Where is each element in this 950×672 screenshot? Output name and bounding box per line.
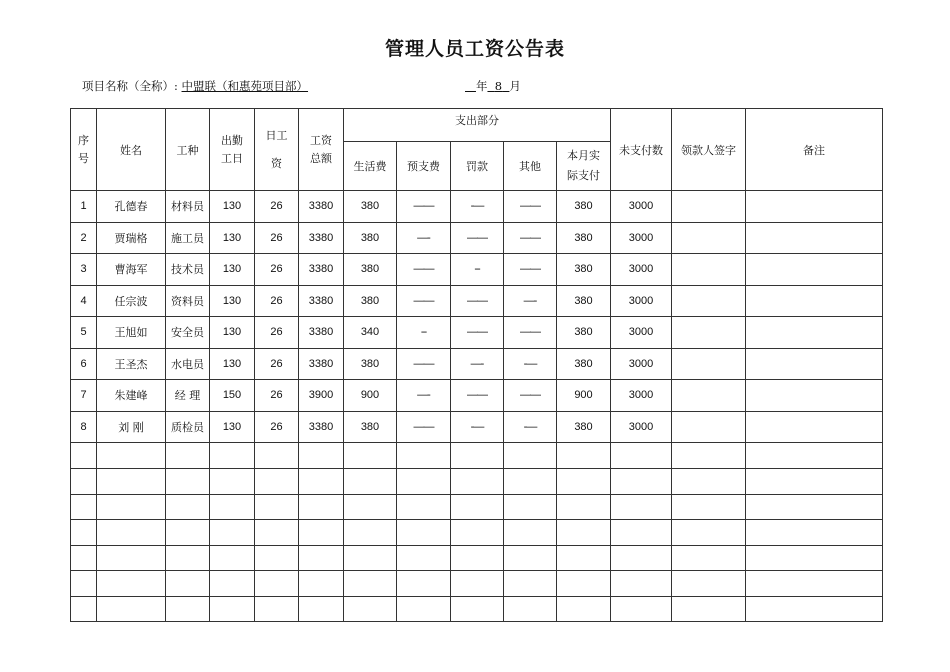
empty-cell: [672, 469, 746, 495]
cell-name: 刘 刚: [97, 411, 166, 443]
empty-cell: [71, 520, 97, 546]
header-fine: 罚款: [451, 142, 504, 191]
cell-name: 王圣杰: [97, 348, 166, 380]
table-row: [71, 285, 883, 317]
cell-days: 130: [210, 222, 255, 254]
empty-cell: [746, 545, 883, 571]
empty-cell: [255, 469, 299, 495]
empty-cell: [97, 494, 166, 520]
cell-actual: 380: [557, 222, 611, 254]
cell-living: 340: [344, 317, 397, 349]
empty-cell: [611, 596, 672, 622]
empty-cell: [397, 596, 451, 622]
empty-cell: [71, 596, 97, 622]
empty-cell: [557, 571, 611, 597]
cell-fine: ——: [451, 317, 504, 349]
empty-cell: [97, 596, 166, 622]
cell-fine: -—: [451, 411, 504, 443]
cell-daily: 26: [255, 411, 299, 443]
cell-advance: ——: [397, 411, 451, 443]
cell-living: 380: [344, 348, 397, 380]
empty-cell: [299, 443, 344, 469]
cell-other: ——: [504, 191, 557, 223]
header-name: 姓名: [97, 109, 166, 191]
project-label: 项目名称（全称）:: [82, 79, 182, 93]
empty-cell: [97, 571, 166, 597]
table-row: [71, 380, 883, 412]
header-daily: 日工资: [255, 109, 299, 191]
empty-cell: [344, 469, 397, 495]
cell-remark: [746, 254, 883, 286]
cell-total: 3900: [299, 380, 344, 412]
empty-cell: [746, 520, 883, 546]
empty-cell: [672, 545, 746, 571]
cell-job: 质检员: [166, 411, 210, 443]
empty-cell: [255, 545, 299, 571]
table-row: [71, 317, 883, 349]
cell-job: 技术员: [166, 254, 210, 286]
cell-advance: ——: [397, 191, 451, 223]
header-living: 生活费: [344, 142, 397, 191]
cell-unpaid: 3000: [611, 191, 672, 223]
empty-row: [71, 596, 883, 622]
empty-cell: [611, 571, 672, 597]
empty-cell: [504, 520, 557, 546]
empty-cell: [210, 520, 255, 546]
header-unpaid: 未支付数: [611, 109, 672, 191]
empty-cell: [504, 545, 557, 571]
empty-cell: [344, 596, 397, 622]
cell-advance: ——: [397, 348, 451, 380]
empty-cell: [611, 469, 672, 495]
cell-fine: -—: [451, 191, 504, 223]
empty-cell: [746, 443, 883, 469]
empty-cell: [504, 571, 557, 597]
cell-living: 380: [344, 222, 397, 254]
empty-cell: [210, 469, 255, 495]
cell-seq: 1: [71, 191, 97, 223]
cell-name: 任宗波: [97, 285, 166, 317]
cell-seq: 4: [71, 285, 97, 317]
cell-advance: --: [397, 317, 451, 349]
cell-other: ——: [504, 222, 557, 254]
cell-fine: ——: [451, 222, 504, 254]
cell-other: ——: [504, 380, 557, 412]
empty-cell: [299, 596, 344, 622]
empty-cell: [97, 545, 166, 571]
cell-unpaid: 3000: [611, 222, 672, 254]
cell-job: 资料员: [166, 285, 210, 317]
table-row: [71, 254, 883, 286]
cell-living: 380: [344, 191, 397, 223]
empty-cell: [557, 545, 611, 571]
cell-living: 900: [344, 380, 397, 412]
empty-cell: [71, 545, 97, 571]
cell-daily: 26: [255, 348, 299, 380]
cell-daily: 26: [255, 285, 299, 317]
empty-cell: [71, 571, 97, 597]
cell-signature: [672, 191, 746, 223]
cell-days: 150: [210, 380, 255, 412]
page-title: 管理人员工资公告表: [384, 38, 565, 60]
empty-cell: [210, 443, 255, 469]
empty-cell: [611, 520, 672, 546]
cell-total: 3380: [299, 222, 344, 254]
cell-signature: [672, 254, 746, 286]
empty-cell: [557, 443, 611, 469]
cell-advance: —-: [397, 380, 451, 412]
cell-job: 安全员: [166, 317, 210, 349]
empty-cell: [166, 494, 210, 520]
cell-total: 3380: [299, 285, 344, 317]
empty-cell: [166, 469, 210, 495]
empty-cell: [611, 545, 672, 571]
cell-remark: [746, 285, 883, 317]
empty-row: [71, 494, 883, 520]
header-signature: 领款人签字: [672, 109, 746, 191]
year-label: 年: [475, 79, 488, 93]
empty-cell: [746, 469, 883, 495]
empty-cell: [299, 571, 344, 597]
empty-cell: [166, 545, 210, 571]
header-days: 出勤工日: [210, 109, 255, 191]
cell-unpaid: 3000: [611, 348, 672, 380]
month-label: 月: [509, 79, 521, 93]
cell-signature: [672, 222, 746, 254]
empty-row: [71, 545, 883, 571]
empty-cell: [504, 443, 557, 469]
cell-other: -—: [504, 411, 557, 443]
empty-cell: [166, 443, 210, 469]
empty-cell: [166, 571, 210, 597]
cell-total: 3380: [299, 348, 344, 380]
cell-living: 380: [344, 254, 397, 286]
empty-cell: [344, 545, 397, 571]
empty-row: [71, 443, 883, 469]
cell-name: 王旭如: [97, 317, 166, 349]
cell-other: ——: [504, 317, 557, 349]
cell-job: 材料员: [166, 191, 210, 223]
table-row: [71, 348, 883, 380]
cell-name: 朱建峰: [97, 380, 166, 412]
empty-cell: [210, 571, 255, 597]
cell-actual: 380: [557, 348, 611, 380]
cell-total: 3380: [299, 191, 344, 223]
cell-days: 130: [210, 348, 255, 380]
cell-unpaid: 3000: [611, 317, 672, 349]
header-job: 工种: [166, 109, 210, 191]
empty-cell: [451, 469, 504, 495]
empty-cell: [611, 443, 672, 469]
empty-cell: [557, 520, 611, 546]
cell-remark: [746, 348, 883, 380]
cell-other: -—: [504, 348, 557, 380]
cell-remark: [746, 411, 883, 443]
cell-actual: 380: [557, 285, 611, 317]
empty-cell: [504, 596, 557, 622]
year-value: [465, 79, 476, 93]
empty-cell: [299, 469, 344, 495]
cell-remark: [746, 380, 883, 412]
empty-cell: [451, 443, 504, 469]
cell-advance: ——: [397, 254, 451, 286]
cell-daily: 26: [255, 380, 299, 412]
empty-cell: [255, 494, 299, 520]
empty-cell: [299, 545, 344, 571]
empty-cell: [71, 443, 97, 469]
cell-total: 3380: [299, 317, 344, 349]
cell-unpaid: 3000: [611, 285, 672, 317]
empty-cell: [672, 443, 746, 469]
cell-days: 130: [210, 254, 255, 286]
empty-cell: [672, 596, 746, 622]
empty-cell: [210, 596, 255, 622]
cell-remark: [746, 317, 883, 349]
cell-signature: [672, 380, 746, 412]
empty-cell: [451, 571, 504, 597]
cell-job: 水电员: [166, 348, 210, 380]
cell-other: —-: [504, 285, 557, 317]
empty-cell: [746, 571, 883, 597]
cell-living: 380: [344, 285, 397, 317]
empty-cell: [97, 520, 166, 546]
empty-cell: [97, 469, 166, 495]
cell-unpaid: 3000: [611, 411, 672, 443]
cell-days: 130: [210, 317, 255, 349]
project-line: [82, 78, 308, 94]
empty-cell: [397, 520, 451, 546]
empty-cell: [672, 571, 746, 597]
header-expense-group: 支出部分: [344, 109, 611, 142]
cell-remark: [746, 222, 883, 254]
cell-actual: 380: [557, 191, 611, 223]
empty-cell: [344, 494, 397, 520]
header-row-top: [71, 109, 883, 142]
cell-actual: 900: [557, 380, 611, 412]
cell-fine: --: [451, 254, 504, 286]
cell-days: 130: [210, 285, 255, 317]
empty-cell: [451, 545, 504, 571]
month-value: 8: [494, 79, 503, 93]
cell-signature: [672, 411, 746, 443]
cell-signature: [672, 317, 746, 349]
empty-cell: [97, 443, 166, 469]
header-advance: 预支费: [397, 142, 451, 191]
cell-job: 施工员: [166, 222, 210, 254]
empty-cell: [557, 469, 611, 495]
empty-cell: [397, 545, 451, 571]
cell-daily: 26: [255, 222, 299, 254]
cell-actual: 380: [557, 254, 611, 286]
empty-row: [71, 571, 883, 597]
cell-unpaid: 3000: [611, 254, 672, 286]
empty-cell: [166, 596, 210, 622]
empty-cell: [397, 469, 451, 495]
cell-actual: 380: [557, 411, 611, 443]
salary-table: [70, 108, 883, 622]
table-row: [71, 222, 883, 254]
cell-daily: 26: [255, 254, 299, 286]
header-other: 其他: [504, 142, 557, 191]
cell-name: 贾瑞格: [97, 222, 166, 254]
cell-name: 孔德春: [97, 191, 166, 223]
cell-seq: 5: [71, 317, 97, 349]
empty-cell: [397, 443, 451, 469]
empty-cell: [746, 596, 883, 622]
cell-fine: ——: [451, 285, 504, 317]
empty-cell: [397, 494, 451, 520]
empty-cell: [210, 545, 255, 571]
cell-fine: ——: [451, 380, 504, 412]
empty-cell: [344, 520, 397, 546]
cell-daily: 26: [255, 191, 299, 223]
empty-cell: [210, 494, 255, 520]
header-remark: 备注: [746, 109, 883, 191]
empty-cell: [557, 494, 611, 520]
cell-total: 3380: [299, 254, 344, 286]
cell-remark: [746, 191, 883, 223]
table-row: [71, 191, 883, 223]
empty-cell: [255, 443, 299, 469]
cell-advance: ——: [397, 285, 451, 317]
empty-cell: [299, 494, 344, 520]
header-seq: 序号: [71, 109, 97, 191]
empty-cell: [255, 596, 299, 622]
cell-days: 130: [210, 191, 255, 223]
date-line: [465, 78, 521, 94]
cell-job: 经 理: [166, 380, 210, 412]
cell-seq: 7: [71, 380, 97, 412]
empty-cell: [344, 571, 397, 597]
cell-seq: 8: [71, 411, 97, 443]
cell-seq: 2: [71, 222, 97, 254]
empty-cell: [71, 494, 97, 520]
empty-cell: [451, 520, 504, 546]
cell-seq: 3: [71, 254, 97, 286]
empty-cell: [397, 571, 451, 597]
empty-row: [71, 469, 883, 495]
cell-actual: 380: [557, 317, 611, 349]
empty-cell: [672, 494, 746, 520]
header-total: 工资总额: [299, 109, 344, 191]
table-row: [71, 411, 883, 443]
cell-signature: [672, 285, 746, 317]
cell-signature: [672, 348, 746, 380]
header-actual: 本月实际支付: [557, 142, 611, 191]
cell-name: 曹海军: [97, 254, 166, 286]
empty-cell: [611, 494, 672, 520]
cell-total: 3380: [299, 411, 344, 443]
cell-advance: —-: [397, 222, 451, 254]
empty-cell: [255, 520, 299, 546]
empty-cell: [71, 469, 97, 495]
empty-cell: [255, 571, 299, 597]
cell-living: 380: [344, 411, 397, 443]
empty-cell: [166, 520, 210, 546]
cell-days: 130: [210, 411, 255, 443]
empty-cell: [299, 520, 344, 546]
empty-cell: [451, 596, 504, 622]
cell-other: ——: [504, 254, 557, 286]
cell-seq: 6: [71, 348, 97, 380]
empty-cell: [557, 596, 611, 622]
cell-unpaid: 3000: [611, 380, 672, 412]
empty-cell: [746, 494, 883, 520]
cell-daily: 26: [255, 317, 299, 349]
cell-fine: —-: [451, 348, 504, 380]
empty-cell: [672, 520, 746, 546]
empty-cell: [451, 494, 504, 520]
empty-cell: [504, 494, 557, 520]
project-name: 中盟联（和惠苑项目部）: [181, 79, 309, 93]
empty-row: [71, 520, 883, 546]
empty-cell: [504, 469, 557, 495]
empty-cell: [344, 443, 397, 469]
